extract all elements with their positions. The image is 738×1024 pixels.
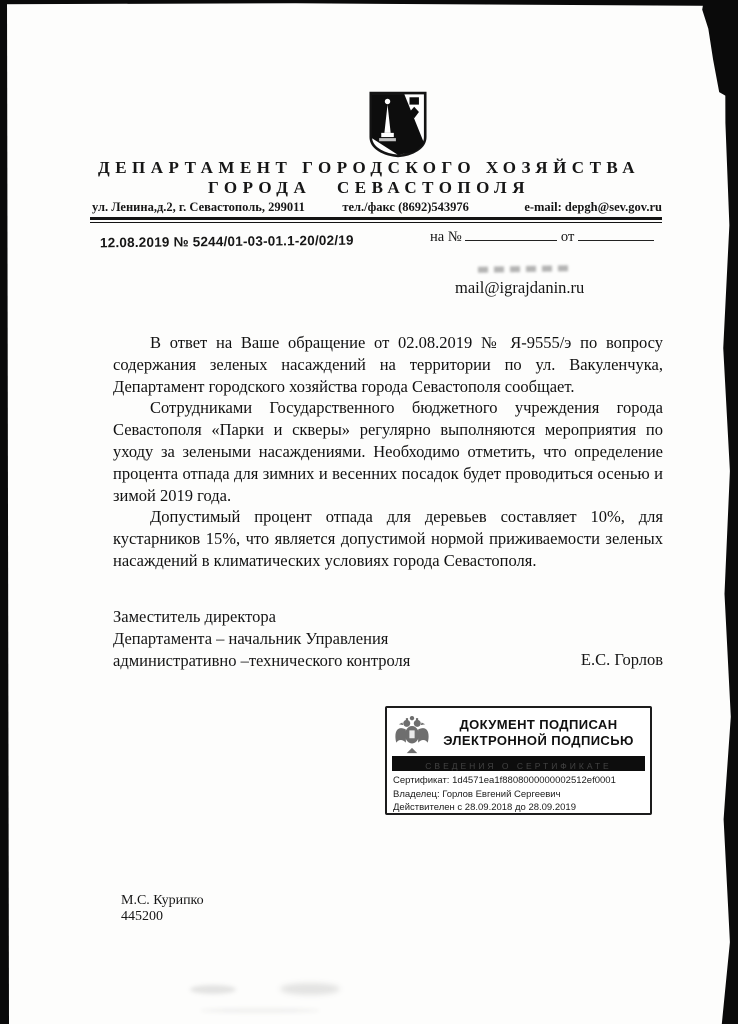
department-title-line1: ДЕПАРТАМЕНТ ГОРОДСКОГО ХОЗЯЙСТВА [98,158,640,177]
stamp-title [433,717,644,749]
executor-phone: 445200 [121,909,163,924]
scan-speckle [200,1008,320,1013]
executor-block [121,893,204,925]
stamp-header [387,708,650,755]
incoming-reference-line [430,227,654,246]
stamp-certificate-details [387,771,650,815]
signer-name: Е.С. Горлов [580,650,663,669]
electronic-signature-stamp [385,706,652,815]
sevastopol-emblem-icon [367,91,429,158]
stamp-title-line1: ДОКУМЕНТ ПОДПИСАН [459,717,618,732]
executor-name: М.С. Курипко [121,893,204,908]
header-divider-rule [90,217,662,223]
incoming-date-blank-line [578,227,654,241]
outgoing-number-date: 12.08.2019 № 5244/01-03-01.1-20/02/19 [99,232,354,251]
header-address: ул. Ленина,д.2, г. Севастополь, 299011 [92,200,305,214]
stamp-title-line2: ЭЛЕКТРОННОЙ ПОДПИСЬЮ [443,733,634,748]
redacted-recipient-name [478,265,572,273]
body-paragraph: Сотрудниками Государственного бюджетного учреждения города Севастополя «Парки и скверы» регулярно выполняются мероприятия по уходу за зелеными насаждениями. Необходимо отметить, что определение процента отпада для зимних и весенних посадок будет проводиться осенью и зимой 2019 года. [113,398,663,505]
department-title-line2: ГОРОДА СЕВАСТОПОЛЯ [208,178,530,197]
signer-position [113,606,410,672]
letter-body [113,332,663,572]
body-paragraph: Допустимый процент отпада для деревьев составляет 10%, для кустарников 15%, что является допустимой нормой приживаемости зеленых насаждений в климатических условиях города Севастополя. [113,507,663,570]
incoming-number-blank-line [465,227,557,241]
body-paragraph: В ответ на Ваше обращение от 02.08.2019 № Я-9555/э по вопросу содержания зеленых насаждений на территории по ул. Вакуленчука, Департамент городского хозяйства города Севастополя сообщает. [113,333,663,396]
stamp-certificate-number: Сертификат: 1d4571ea1f8808000000002512ef0001 [393,775,616,786]
scan-speckle [280,983,340,995]
signature-block [113,606,663,672]
incoming-from-label: от [560,229,575,245]
scan-edge-top [0,0,738,6]
signer-position-line: Департамента – начальник Управления [113,629,389,648]
signer-position-line: Заместитель директора [113,607,276,626]
stamp-owner: Владелец: Горлов Евгений Сергеевич [393,788,561,800]
incoming-number-label: на № [430,229,462,245]
scan-corner-blob [692,0,726,96]
header-phone-fax: тел./факс (8692)543976 [342,200,469,214]
stamp-bar-text: СВЕДЕНИЯ О СЕРТИФИКАТЕ [425,761,612,771]
scan-edge-left [0,0,9,1024]
signer-position-line: административно –технического контроля [113,651,411,670]
stamp-validity: Действителен с 28.09.2018 до 28.09.2019 [393,802,576,813]
russian-double-eagle-icon [391,712,433,754]
recipient-email: mail@igrajdanin.ru [455,278,585,297]
header-contact-row [92,200,662,215]
scan-speckle [190,985,236,994]
stamp-certificate-info-bar [392,756,645,771]
scan-edge-right [720,0,738,1024]
header-email: e-mail: depgh@sev.gov.ru [524,200,662,214]
